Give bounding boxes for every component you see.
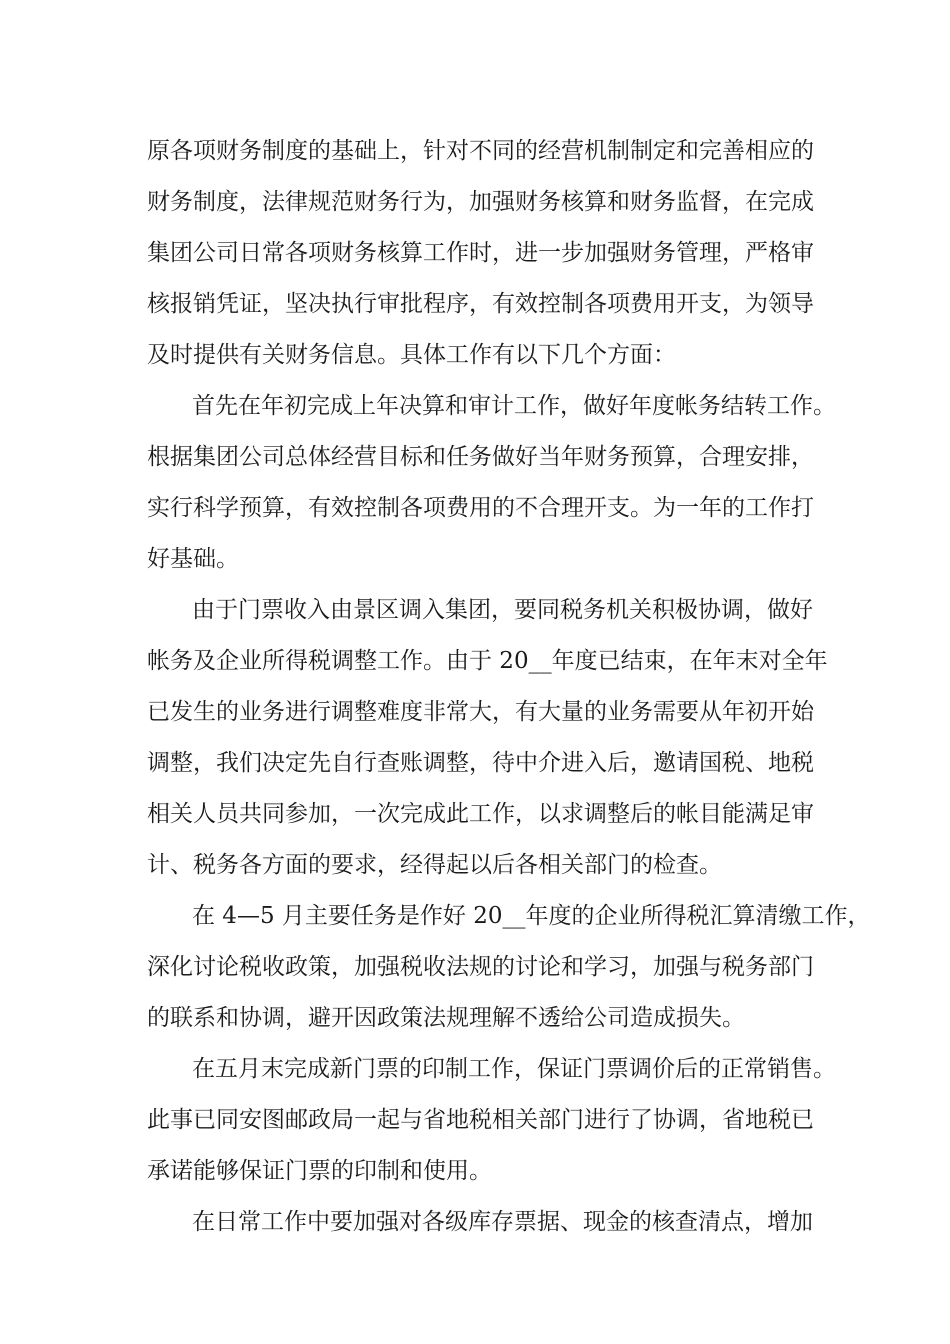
text-line: 及时提供有关财务信息。具体工作有以下几个方面： (147, 342, 676, 368)
text-line: 在 4—5 月主要任务是作好 20__年度的企业所得税汇算清缴工作， (192, 903, 871, 929)
text-line: 已发生的业务进行调整难度非常大，有大量的业务需要从年初开始 (147, 699, 814, 725)
text-line: 深化讨论税收政策，加强税收法规的讨论和学习，加强与税务部门 (147, 954, 814, 980)
text-line: 原各项财务制度的基础上，针对不同的经营机制制定和完善相应的 (147, 138, 814, 164)
text-line: 根据集团公司总体经营目标和任务做好当年财务预算，合理安排， (147, 444, 814, 470)
text-line: 调整，我们决定先自行查账调整，待中介进入后，邀请国税、地税 (147, 750, 814, 776)
text-line: 核报销凭证，坚决执行审批程序，有效控制各项费用开支，为领导 (147, 291, 814, 317)
text-line: 的联系和协调，避开因政策法规理解不透给公司造成损失。 (147, 1005, 745, 1031)
text-line: 由于门票收入由景区调入集团，要同税务机关积极协调，做好 (192, 597, 813, 623)
text-line: 在日常工作中要加强对各级库存票据、现金的核查清点，增加 (192, 1209, 813, 1235)
text-line: 相关人员共同参加，一次完成此工作，以求调整后的帐目能满足审 (147, 801, 814, 827)
text-line: 集团公司日常各项财务核算工作时，进一步加强财务管理，严格审 (147, 240, 814, 266)
text-line: 好基础。 (147, 546, 239, 572)
text-line: 承诺能够保证门票的印制和使用。 (147, 1158, 492, 1184)
text-line: 此事已同安图邮政局一起与省地税相关部门进行了协调，省地税已 (147, 1107, 814, 1133)
text-line: 实行科学预算，有效控制各项费用的不合理开支。为一年的工作打 (147, 495, 814, 521)
text-line: 计、税务各方面的要求，经得起以后各相关部门的检查。 (147, 852, 722, 878)
text-line: 财务制度，法律规范财务行为，加强财务核算和财务监督，在完成 (147, 189, 814, 215)
text-line: 在五月末完成新门票的印制工作，保证门票调价后的正常销售。 (192, 1056, 836, 1082)
text-line: 帐务及企业所得税调整工作。由于 20__年度已结束，在年末对全年 (147, 648, 828, 674)
text-line: 首先在年初完成上年决算和审计工作，做好年度帐务结转工作。 (192, 393, 836, 419)
